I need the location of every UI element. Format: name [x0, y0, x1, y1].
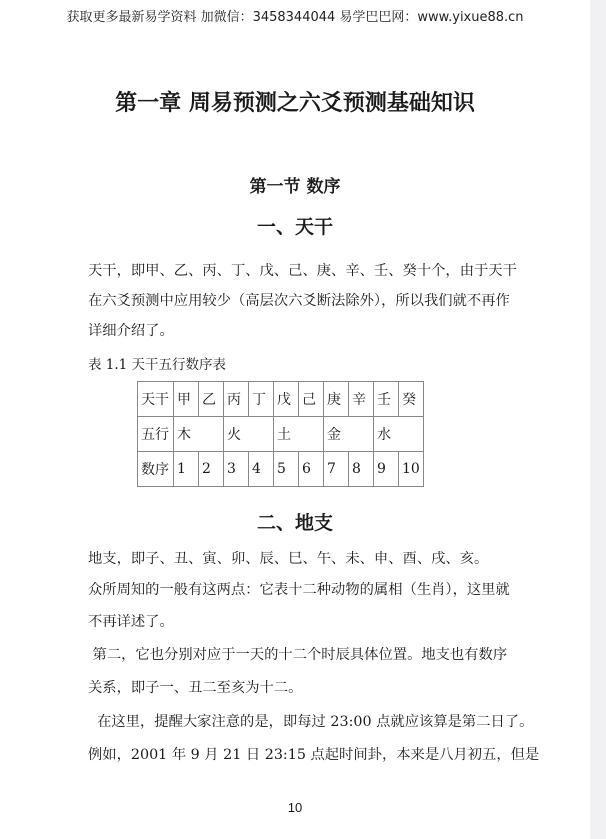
paragraph-line: 详细介绍了。: [88, 323, 174, 339]
paragraph-line: 在六爻预测中应用较少（高层次六爻断法除外），所以我们就不再作: [88, 293, 510, 309]
table-cell: 己: [299, 382, 324, 417]
table-cell: 金: [324, 417, 374, 452]
paragraph-line: 在这里，提醒大家注意的是，即每过 23:00 点就应该算是第二日了。: [88, 714, 534, 730]
paragraph-line: 不再详述了。: [88, 614, 174, 630]
table-cell: 辛: [349, 382, 374, 417]
section-title: 第一节 数序: [249, 177, 341, 197]
page-number: 10: [287, 800, 303, 815]
table-cell: 4: [249, 452, 274, 487]
table-caption: 表 1.1 天干五行数序表: [88, 357, 227, 373]
table-cell: 癸: [399, 382, 424, 417]
table-cell: 7: [324, 452, 349, 487]
table-row: [138, 382, 424, 417]
header-banner: 获取更多最新易学资料 加微信：3458344044 易学巴巴网：www.yixue88.cn: [66, 10, 524, 25]
table-cell: 1: [174, 452, 199, 487]
table-cell: 庚: [324, 382, 349, 417]
paragraph-line: 天干，即甲、乙、丙、丁、戊、己、庚、辛、壬、癸十个，由于天干: [88, 263, 517, 279]
table-cell: 5: [274, 452, 299, 487]
table-cell: 土: [274, 417, 324, 452]
table-cell: 五行: [138, 417, 174, 452]
table-cell: 丙: [224, 382, 249, 417]
table-row: [138, 417, 424, 452]
heading-tiangan: 一、天干: [256, 216, 333, 238]
paragraph-line: 第二，它也分别对应于一天的十二个时辰具体位置。地支也有数序: [88, 647, 508, 663]
table-cell: 木: [174, 417, 224, 452]
scrollbar-track[interactable]: [590, 0, 606, 839]
table-cell: 乙: [199, 382, 224, 417]
paragraph-line: 例如，2001 年 9 月 21 日 23:15 点起时间卦，本来是八月初五，但是: [88, 747, 540, 763]
chapter-title: 第一章 周易预测之六爻预测基础知识: [115, 90, 475, 116]
table-cell: 壬: [374, 382, 399, 417]
heading-dizhi: 二、地支: [256, 512, 333, 534]
table-cell: 水: [374, 417, 424, 452]
table-cell: 9: [374, 452, 399, 487]
paragraph-line: 关系，即子一、丑二至亥为十二。: [88, 680, 303, 696]
tiangan-table: [137, 381, 424, 487]
paragraph-line: 众所周知的一般有这两点：它表十二种动物的属相（生肖），这里就: [88, 582, 510, 598]
table-cell: 火: [224, 417, 274, 452]
table-cell: 戊: [274, 382, 299, 417]
paragraph-line: 地支，即子、丑、寅、卯、辰、巳、午、未、申、酉、戌、亥。: [88, 551, 489, 567]
table-cell: 8: [349, 452, 374, 487]
table-cell: 天干: [138, 382, 174, 417]
table-cell: 2: [199, 452, 224, 487]
table-cell: 甲: [174, 382, 199, 417]
table-cell: 丁: [249, 382, 274, 417]
table-cell: 数序: [138, 452, 174, 487]
table-row: [138, 452, 424, 487]
table-cell: 6: [299, 452, 324, 487]
table-cell: 3: [224, 452, 249, 487]
table-cell: 10: [399, 452, 424, 487]
